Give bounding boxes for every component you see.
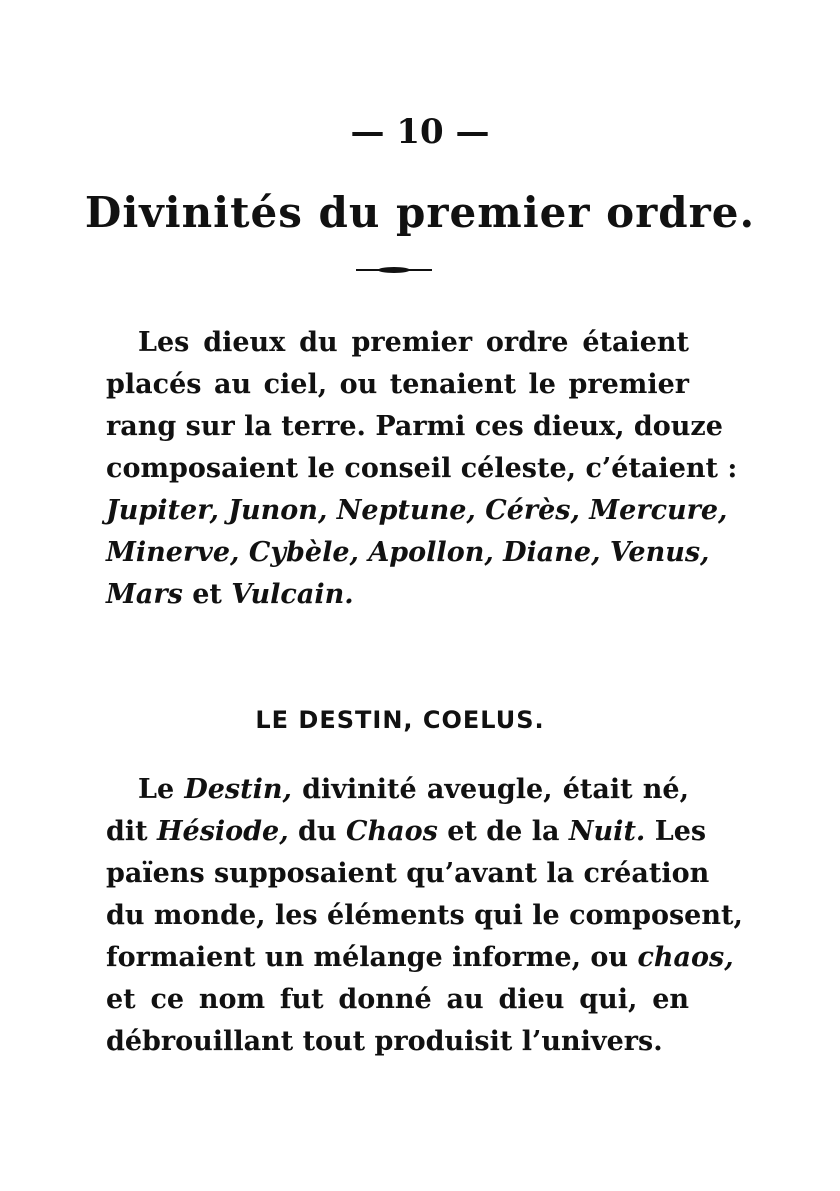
god-name: Venus, xyxy=(609,537,710,568)
text-line: Les dieux du premier ordre étaient xyxy=(138,327,689,358)
text-line xyxy=(106,574,689,616)
text-line xyxy=(106,769,689,811)
god-name: Junon, xyxy=(228,495,328,526)
section-heading: LE DESTIN, COELUS. xyxy=(255,706,545,734)
text-run: Le xyxy=(138,774,175,805)
chapter-title: Divinités du premier ordre. xyxy=(84,188,756,237)
ornament-divider xyxy=(356,265,432,275)
text-line: païens supposaient qu’avant la création xyxy=(106,858,710,889)
emphasis: chaos, xyxy=(637,942,734,973)
text-line xyxy=(106,937,734,979)
text-line: et ce nom fut donné au dieu qui, en xyxy=(106,984,689,1015)
text-line xyxy=(106,532,710,574)
text-run: divinité aveugle, était né, xyxy=(302,774,689,805)
god-name: Mars xyxy=(106,579,183,610)
god-name: Vulcain. xyxy=(231,579,354,610)
god-name: Cybèle, xyxy=(248,537,359,568)
god-name: Minerve, xyxy=(106,537,240,568)
text-run: dit xyxy=(106,816,148,847)
god-name: Mercure, xyxy=(589,495,728,526)
conjunction: et xyxy=(192,579,222,610)
emphasis: Hésiode, xyxy=(157,816,289,847)
text-line xyxy=(106,811,707,853)
text-line: du monde, les éléments qui le composent, xyxy=(106,900,743,931)
text-line: composaient le conseil céleste, c’étaient : xyxy=(106,453,738,484)
text-line: débrouillant tout produisit l’univers. xyxy=(106,1026,663,1057)
text-line: placés au ciel, ou tenaient le premier xyxy=(106,369,689,400)
emphasis: Destin, xyxy=(184,774,292,805)
paragraph-destin xyxy=(106,769,743,1063)
god-name: Jupiter, xyxy=(106,495,219,526)
god-name: Cérès, xyxy=(485,495,580,526)
god-name: Apollon, xyxy=(368,537,494,568)
god-name: Neptune, xyxy=(336,495,476,526)
text-run: du xyxy=(298,816,337,847)
god-name: Diane, xyxy=(503,537,601,568)
paragraph-divinites xyxy=(106,322,738,616)
text-run: Les xyxy=(654,816,707,847)
emphasis: Chaos xyxy=(345,816,438,847)
text-run: formaient un mélange informe, ou xyxy=(106,942,629,973)
page-number: — 10 — xyxy=(350,112,490,152)
text-run: et de la xyxy=(447,816,560,847)
emphasis: Nuit. xyxy=(568,816,646,847)
text-line xyxy=(106,490,728,532)
text-line: rang sur la terre. Parmi ces dieux, douze xyxy=(106,411,723,442)
